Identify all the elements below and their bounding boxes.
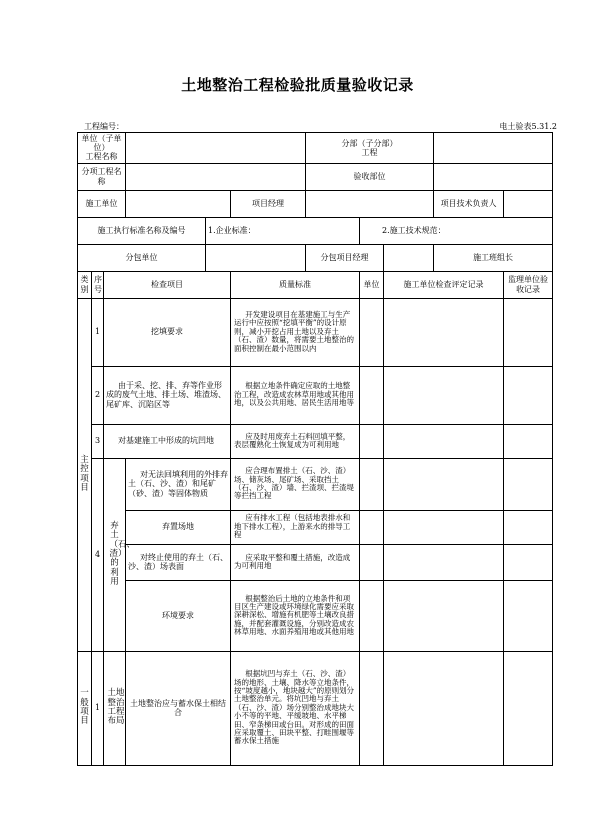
row-subitem: 土地整治应与蓄水保土相结合 <box>126 651 231 765</box>
inspection-record-table <box>77 132 553 766</box>
unit-name-label <box>78 133 126 164</box>
col-unit: 单位 <box>360 271 384 298</box>
subcontract-unit-label: 分包单位 <box>78 244 206 271</box>
row-construction-cell[interactable] <box>384 510 504 544</box>
subcontract-pm-value[interactable] <box>384 244 434 271</box>
row-unit-cell[interactable] <box>360 366 384 424</box>
row-construction-cell[interactable] <box>384 424 504 458</box>
row-unit-cell[interactable] <box>360 651 384 765</box>
row-group: 土地整治工程布局 <box>104 651 126 765</box>
row-construction-cell[interactable] <box>384 544 504 580</box>
row-seq: 4 <box>92 458 104 651</box>
general-category-label: 一般项目 <box>78 651 92 765</box>
row-unit-cell[interactable] <box>360 510 384 544</box>
col-standard: 质量标准 <box>231 271 360 298</box>
table-row <box>78 458 553 510</box>
division-value[interactable] <box>434 133 553 164</box>
row-seq: 1 <box>92 298 104 366</box>
table-row <box>78 366 553 424</box>
table-row <box>78 424 553 458</box>
table-row <box>78 510 553 544</box>
row-supervision-cell[interactable] <box>504 580 553 651</box>
row-item: 由于采、挖、排、弃等作业形成的废气土地、排土场、堆渣场、尾矿库、沉陷区等 <box>104 366 231 424</box>
row-construction-cell[interactable] <box>384 366 504 424</box>
table-row <box>78 544 553 580</box>
row-standard: 应合理布置排土（石、沙、渣）场、储灰场、尾矿场、采取挡土（石、沙、渣）墙、拦渣坝、拦渣堤等拦挡工程 <box>231 458 360 510</box>
row-standard: 开发建设项目在基建施工与生产运行中应按照“挖填平衡”的设计原则，减小开挖占用土地以及弃土（石、渣）数量，将需要土地整治的面积控制在最小范围以内 <box>231 298 360 366</box>
subitem-name-value[interactable] <box>126 163 306 190</box>
row-construction-cell[interactable] <box>384 651 504 765</box>
row-unit-cell[interactable] <box>360 458 384 510</box>
unit-name-value[interactable] <box>126 133 306 164</box>
division-label-line1: 分部（子分部） <box>341 138 398 148</box>
row-supervision-cell[interactable] <box>504 424 553 458</box>
row-standard: 应采取平整和覆土措施，改造成为可利用地 <box>231 544 360 580</box>
unit-label-line1: 单位（子单位） <box>81 134 122 153</box>
accept-part-value[interactable] <box>434 163 553 190</box>
table-row <box>78 298 553 366</box>
row-subitem: 对终止使用的弃土（石、沙、渣）场表面 <box>126 544 231 580</box>
tech-spec[interactable] <box>360 217 553 244</box>
row-standard: 根据坑凹与弃土（石、沙、渣）场的地形、土壤、降水等立地条件，按“坡度越小，地块越大”的原则划分土地整治单元。将坑凹地与弃土（石、沙、渣）场分别整治成地块大小不等的平地、平缓坡地、水平梯田、窄条梯田或台田。对形成的田面应采取覆土、田块平整、打畦围堰等蓄水保土措施 <box>231 651 360 765</box>
row-seq: 1 <box>92 651 104 765</box>
construction-unit-label: 施工单位 <box>78 190 126 217</box>
row-unit-cell[interactable] <box>360 544 384 580</box>
project-manager-label: 项目经理 <box>231 190 306 217</box>
tech-lead-value[interactable] <box>504 190 553 217</box>
tech-lead-label: 项目技术负责人 <box>434 190 504 217</box>
col-construction-result: 施工单位检查评定记录 <box>384 271 504 298</box>
subitem-name-label: 分项工程名称 <box>78 163 126 190</box>
construction-unit-value[interactable] <box>126 190 231 217</box>
table-row <box>78 580 553 651</box>
row-supervision-cell[interactable] <box>504 458 553 510</box>
form-number: 电土验表5.31.2 <box>499 122 557 131</box>
row-supervision-cell[interactable] <box>504 366 553 424</box>
row-subitem: 环境要求 <box>126 580 231 651</box>
col-seq: 序号 <box>92 271 104 298</box>
col-supervision-result: 监理单位验收记录 <box>504 271 553 298</box>
row-item: 挖填要求 <box>104 298 231 366</box>
row-unit-cell[interactable] <box>360 580 384 651</box>
row-standard: 根据立地条件确定应取的土地整治工程，改造成农林草用地或其他用地，以及公共用地、居民生活用地等 <box>231 366 360 424</box>
standard-label: 施工执行标准名称及编号 <box>78 217 206 244</box>
project-no-label: 工程编号： <box>84 122 124 131</box>
row-group: 弃土（石、渣）的利用 <box>104 458 126 651</box>
subcontract-pm-label: 分包项目经理 <box>306 244 384 271</box>
main-category-label: 主控项目 <box>78 298 92 651</box>
row-standard: 根据整治后土地的立地条件和项目区生产建设或环境绿化需要应采取深耕深松、增施有机肥等土壤改良措施，并配套灌溉设施，分别改造成农林草用地、水面养殖用地或其他用地 <box>231 580 360 651</box>
subcontract-unit-value[interactable] <box>206 244 306 271</box>
row-standard: 应有排水工程（包括地表排水和地下排水工程），上游来水的排导工程 <box>231 510 360 544</box>
row-supervision-cell[interactable] <box>504 544 553 580</box>
col-item: 检查项目 <box>104 271 231 298</box>
row-standard: 应及时用废弃土石料回填平整，表层覆熟化土恢复成为可利用地 <box>231 424 360 458</box>
row-seq: 3 <box>92 424 104 458</box>
col-category: 类别 <box>78 271 92 298</box>
enterprise-standard[interactable]: 1.企业标准： <box>206 217 360 244</box>
table-row <box>78 651 553 765</box>
page-title: 土地整治工程检验批质量验收记录 <box>181 76 414 94</box>
division-label <box>306 133 434 164</box>
team-leader-label: 施工班组长 <box>434 244 553 271</box>
row-supervision-cell[interactable] <box>504 510 553 544</box>
division-label-line2: 工程 <box>361 147 378 157</box>
unit-label-line2: 工程名称 <box>85 152 118 162</box>
row-construction-cell[interactable] <box>384 458 504 510</box>
row-unit-cell[interactable] <box>360 298 384 366</box>
row-subitem: 对无法回填利用的外排弃土（石、沙、渣）和尾矿（砂、渣）等固体物质 <box>126 458 231 510</box>
row-supervision-cell[interactable] <box>504 298 553 366</box>
row-construction-cell[interactable] <box>384 580 504 651</box>
row-item: 对基建施工中形成的坑凹地 <box>104 424 231 458</box>
tech-spec-label: 2.施工技术规范： <box>382 225 446 235</box>
project-manager-value[interactable] <box>306 190 434 217</box>
row-unit-cell[interactable] <box>360 424 384 458</box>
row-seq: 2 <box>92 366 104 424</box>
row-supervision-cell[interactable] <box>504 651 553 765</box>
row-construction-cell[interactable] <box>384 298 504 366</box>
accept-part-label: 验收部位 <box>306 163 434 190</box>
row-subitem: 弃置场地 <box>126 510 231 544</box>
